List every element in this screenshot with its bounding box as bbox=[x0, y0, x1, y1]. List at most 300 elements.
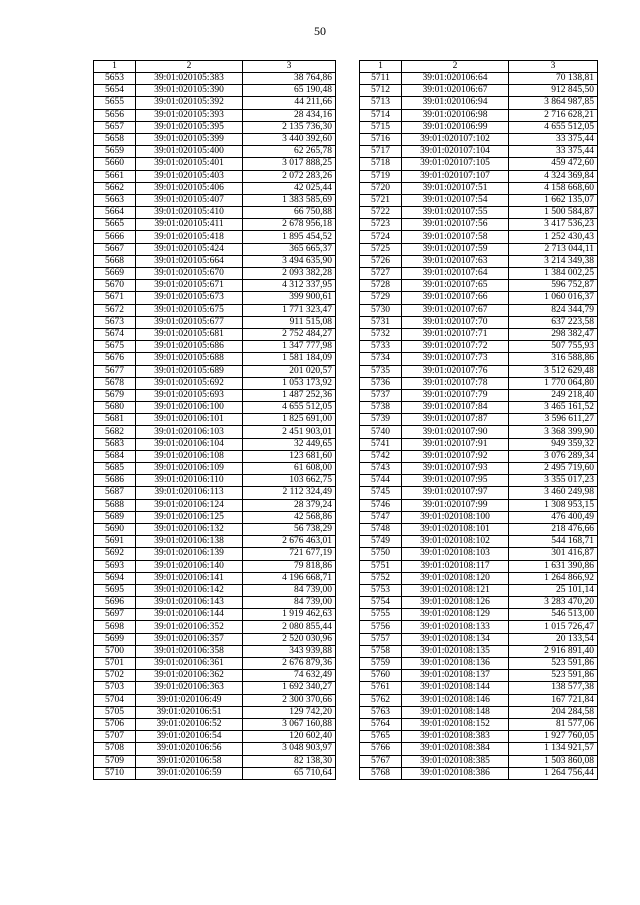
cadastral-number-cell: 39:01:020108:126 bbox=[402, 597, 509, 609]
row-number-cell: 5676 bbox=[94, 353, 136, 365]
value-cell: 2 300 370,66 bbox=[243, 694, 336, 706]
row-number-cell: 5765 bbox=[360, 731, 402, 743]
row-number-cell: 5753 bbox=[360, 584, 402, 596]
value-cell: 2 916 891,40 bbox=[509, 645, 598, 657]
header-row bbox=[94, 61, 336, 73]
value-cell: 3 214 349,38 bbox=[509, 255, 598, 267]
row-number-cell: 5680 bbox=[94, 402, 136, 414]
cadastral-number-cell: 39:01:020107:64 bbox=[402, 268, 509, 280]
cadastral-number-cell: 39:01:020106:103 bbox=[136, 426, 243, 438]
row-number-cell: 5761 bbox=[360, 682, 402, 694]
value-cell: 84 739,00 bbox=[243, 597, 336, 609]
value-cell: 2 072 283,26 bbox=[243, 170, 336, 182]
row-number-cell: 5703 bbox=[94, 682, 136, 694]
cadastral-number-cell: 39:01:020106:361 bbox=[136, 658, 243, 670]
value-cell: 546 513,00 bbox=[509, 609, 598, 621]
table-row bbox=[360, 560, 598, 572]
value-cell: 81 577,06 bbox=[509, 718, 598, 730]
row-number-cell: 5698 bbox=[94, 621, 136, 633]
row-number-cell: 5687 bbox=[94, 487, 136, 499]
value-cell: 2 713 044,11 bbox=[509, 243, 598, 255]
row-number-cell: 5746 bbox=[360, 499, 402, 511]
cadastral-number-cell: 39:01:020105:681 bbox=[136, 328, 243, 340]
table-row bbox=[360, 194, 598, 206]
table-row bbox=[94, 523, 336, 535]
cadastral-number-cell: 39:01:020105:677 bbox=[136, 316, 243, 328]
table-row bbox=[94, 414, 336, 426]
cadastral-number-cell: 39:01:020106:352 bbox=[136, 621, 243, 633]
cadastral-number-cell: 39:01:020106:125 bbox=[136, 511, 243, 523]
table-row bbox=[360, 536, 598, 548]
cadastral-number-cell: 39:01:020106:104 bbox=[136, 438, 243, 450]
header-cell-value: 3 bbox=[509, 61, 598, 73]
table-row bbox=[360, 121, 598, 133]
value-cell: 138 577,38 bbox=[509, 682, 598, 694]
value-cell: 4 655 512,05 bbox=[243, 402, 336, 414]
cadastral-number-cell: 39:01:020108:102 bbox=[402, 536, 509, 548]
cadastral-number-cell: 39:01:020108:152 bbox=[402, 718, 509, 730]
right-table bbox=[359, 60, 598, 780]
row-number-cell: 5695 bbox=[94, 584, 136, 596]
cadastral-number-cell: 39:01:020106:56 bbox=[136, 743, 243, 755]
value-cell: 1 347 777,98 bbox=[243, 341, 336, 353]
table-row bbox=[94, 621, 336, 633]
cadastral-number-cell: 39:01:020107:78 bbox=[402, 377, 509, 389]
value-cell: 66 750,88 bbox=[243, 207, 336, 219]
cadastral-number-cell: 39:01:020107:84 bbox=[402, 402, 509, 414]
table-row bbox=[94, 584, 336, 596]
value-cell: 1 015 726,47 bbox=[509, 621, 598, 633]
table-row bbox=[94, 670, 336, 682]
value-cell: 28 434,16 bbox=[243, 109, 336, 121]
table-row bbox=[360, 597, 598, 609]
row-number-cell: 5744 bbox=[360, 475, 402, 487]
cadastral-number-cell: 39:01:020105:673 bbox=[136, 292, 243, 304]
cadastral-number-cell: 39:01:020108:133 bbox=[402, 621, 509, 633]
value-cell: 301 416,87 bbox=[509, 548, 598, 560]
table-row bbox=[94, 572, 336, 584]
table-row bbox=[360, 523, 598, 535]
row-number-cell: 5694 bbox=[94, 572, 136, 584]
cadastral-number-cell: 39:01:020107:66 bbox=[402, 292, 509, 304]
cadastral-number-cell: 39:01:020105:400 bbox=[136, 146, 243, 158]
value-cell: 103 662,75 bbox=[243, 475, 336, 487]
cadastral-number-cell: 39:01:020105:393 bbox=[136, 109, 243, 121]
row-number-cell: 5725 bbox=[360, 243, 402, 255]
value-cell: 42 568,86 bbox=[243, 511, 336, 523]
cadastral-number-cell: 39:01:020108:148 bbox=[402, 706, 509, 718]
table-row bbox=[94, 146, 336, 158]
table-row bbox=[360, 450, 598, 462]
cadastral-number-cell: 39:01:020106:52 bbox=[136, 718, 243, 730]
row-number-cell: 5664 bbox=[94, 207, 136, 219]
cadastral-number-cell: 39:01:020108:103 bbox=[402, 548, 509, 560]
row-number-cell: 5712 bbox=[360, 85, 402, 97]
cadastral-number-cell: 39:01:020108:384 bbox=[402, 743, 509, 755]
value-cell: 2 495 719,60 bbox=[509, 463, 598, 475]
cadastral-number-cell: 39:01:020107:63 bbox=[402, 255, 509, 267]
cadastral-number-cell: 39:01:020106:110 bbox=[136, 475, 243, 487]
cadastral-number-cell: 39:01:020105:399 bbox=[136, 133, 243, 145]
table-row bbox=[360, 146, 598, 158]
row-number-cell: 5767 bbox=[360, 755, 402, 767]
row-number-cell: 5682 bbox=[94, 426, 136, 438]
value-cell: 3 048 903,97 bbox=[243, 743, 336, 755]
value-cell: 4 655 512,05 bbox=[509, 121, 598, 133]
cadastral-number-cell: 39:01:020106:362 bbox=[136, 670, 243, 682]
table-row bbox=[360, 255, 598, 267]
row-number-cell: 5714 bbox=[360, 109, 402, 121]
row-number-cell: 5739 bbox=[360, 414, 402, 426]
table-row bbox=[94, 328, 336, 340]
cadastral-number-cell: 39:01:020108:146 bbox=[402, 694, 509, 706]
cadastral-number-cell: 39:01:020107:67 bbox=[402, 304, 509, 316]
row-number-cell: 5710 bbox=[94, 767, 136, 779]
row-number-cell: 5658 bbox=[94, 133, 136, 145]
cadastral-number-cell: 39:01:020105:692 bbox=[136, 377, 243, 389]
value-cell: 1 895 454,52 bbox=[243, 231, 336, 243]
table-row bbox=[360, 438, 598, 450]
value-cell: 167 721,84 bbox=[509, 694, 598, 706]
row-number-cell: 5713 bbox=[360, 97, 402, 109]
page-number: 50 bbox=[314, 24, 326, 38]
cadastral-number-cell: 39:01:020106:58 bbox=[136, 755, 243, 767]
value-cell: 79 818,86 bbox=[243, 560, 336, 572]
cadastral-number-cell: 39:01:020108:136 bbox=[402, 658, 509, 670]
cadastral-number-cell: 39:01:020108:101 bbox=[402, 523, 509, 535]
table-row bbox=[94, 402, 336, 414]
table-row bbox=[94, 365, 336, 377]
row-number-cell: 5653 bbox=[94, 73, 136, 85]
value-cell: 82 138,30 bbox=[243, 755, 336, 767]
cadastral-number-cell: 39:01:020105:693 bbox=[136, 389, 243, 401]
cadastral-number-cell: 39:01:020107:97 bbox=[402, 487, 509, 499]
value-cell: 3 417 536,23 bbox=[509, 219, 598, 231]
value-cell: 1 252 430,43 bbox=[509, 231, 598, 243]
table-row bbox=[360, 316, 598, 328]
row-number-cell: 5715 bbox=[360, 121, 402, 133]
row-number-cell: 5759 bbox=[360, 658, 402, 670]
cadastral-number-cell: 39:01:020105:686 bbox=[136, 341, 243, 353]
value-cell: 1 770 064,80 bbox=[509, 377, 598, 389]
table-row bbox=[94, 560, 336, 572]
value-cell: 3 440 392,60 bbox=[243, 133, 336, 145]
row-number-cell: 5692 bbox=[94, 548, 136, 560]
value-cell: 74 632,49 bbox=[243, 670, 336, 682]
row-number-cell: 5704 bbox=[94, 694, 136, 706]
row-number-cell: 5742 bbox=[360, 450, 402, 462]
cadastral-number-cell: 39:01:020105:401 bbox=[136, 158, 243, 170]
cadastral-number-cell: 39:01:020106:357 bbox=[136, 633, 243, 645]
row-number-cell: 5709 bbox=[94, 755, 136, 767]
table-row bbox=[94, 389, 336, 401]
value-cell: 25 101,14 bbox=[509, 584, 598, 596]
cadastral-number-cell: 39:01:020106:113 bbox=[136, 487, 243, 499]
value-cell: 3 596 611,27 bbox=[509, 414, 598, 426]
value-cell: 3 460 249,98 bbox=[509, 487, 598, 499]
row-number-cell: 5757 bbox=[360, 633, 402, 645]
table-row bbox=[94, 304, 336, 316]
table-row bbox=[94, 170, 336, 182]
table-row bbox=[94, 353, 336, 365]
cadastral-number-cell: 39:01:020106:98 bbox=[402, 109, 509, 121]
row-number-cell: 5666 bbox=[94, 231, 136, 243]
table-row bbox=[94, 767, 336, 779]
cadastral-number-cell: 39:01:020105:688 bbox=[136, 353, 243, 365]
value-cell: 298 382,47 bbox=[509, 328, 598, 340]
table-row bbox=[360, 658, 598, 670]
row-number-cell: 5726 bbox=[360, 255, 402, 267]
value-cell: 201 020,57 bbox=[243, 365, 336, 377]
cadastral-number-cell: 39:01:020106:363 bbox=[136, 682, 243, 694]
table-row bbox=[94, 609, 336, 621]
table-row bbox=[360, 572, 598, 584]
value-cell: 1 134 921,57 bbox=[509, 743, 598, 755]
table-row bbox=[94, 463, 336, 475]
row-number-cell: 5672 bbox=[94, 304, 136, 316]
value-cell: 1 825 691,00 bbox=[243, 414, 336, 426]
table-row bbox=[360, 682, 598, 694]
value-cell: 70 138,81 bbox=[509, 73, 598, 85]
table-row bbox=[94, 109, 336, 121]
value-cell: 523 591,86 bbox=[509, 658, 598, 670]
row-number-cell: 5691 bbox=[94, 536, 136, 548]
header-row bbox=[360, 61, 598, 73]
cadastral-number-cell: 39:01:020105:671 bbox=[136, 280, 243, 292]
table-row bbox=[360, 219, 598, 231]
value-cell: 343 939,88 bbox=[243, 645, 336, 657]
cadastral-number-cell: 39:01:020107:99 bbox=[402, 499, 509, 511]
row-number-cell: 5671 bbox=[94, 292, 136, 304]
cadastral-number-cell: 39:01:020108:120 bbox=[402, 572, 509, 584]
value-cell: 2 676 879,36 bbox=[243, 658, 336, 670]
table-row bbox=[94, 694, 336, 706]
cadastral-number-cell: 39:01:020107:70 bbox=[402, 316, 509, 328]
row-number-cell: 5690 bbox=[94, 523, 136, 535]
cadastral-number-cell: 39:01:020105:410 bbox=[136, 207, 243, 219]
cadastral-number-cell: 39:01:020105:403 bbox=[136, 170, 243, 182]
row-number-cell: 5660 bbox=[94, 158, 136, 170]
cadastral-number-cell: 39:01:020107:87 bbox=[402, 414, 509, 426]
row-number-cell: 5699 bbox=[94, 633, 136, 645]
cadastral-number-cell: 39:01:020107:55 bbox=[402, 207, 509, 219]
row-number-cell: 5686 bbox=[94, 475, 136, 487]
row-number-cell: 5719 bbox=[360, 170, 402, 182]
cadastral-number-cell: 39:01:020105:675 bbox=[136, 304, 243, 316]
row-number-cell: 5697 bbox=[94, 609, 136, 621]
cadastral-number-cell: 39:01:020107:95 bbox=[402, 475, 509, 487]
value-cell: 129 742,20 bbox=[243, 706, 336, 718]
table-row bbox=[94, 597, 336, 609]
row-number-cell: 5723 bbox=[360, 219, 402, 231]
value-cell: 544 168,71 bbox=[509, 536, 598, 548]
row-number-cell: 5667 bbox=[94, 243, 136, 255]
table-row bbox=[360, 207, 598, 219]
cadastral-number-cell: 39:01:020105:689 bbox=[136, 365, 243, 377]
cadastral-number-cell: 39:01:020106:64 bbox=[402, 73, 509, 85]
cadastral-number-cell: 39:01:020106:124 bbox=[136, 499, 243, 511]
table-row bbox=[360, 706, 598, 718]
table-row bbox=[360, 731, 598, 743]
row-number-cell: 5738 bbox=[360, 402, 402, 414]
row-number-cell: 5721 bbox=[360, 194, 402, 206]
row-number-cell: 5654 bbox=[94, 85, 136, 97]
row-number-cell: 5732 bbox=[360, 328, 402, 340]
cadastral-number-cell: 39:01:020107:79 bbox=[402, 389, 509, 401]
cadastral-number-cell: 39:01:020107:76 bbox=[402, 365, 509, 377]
value-cell: 1 662 135,07 bbox=[509, 194, 598, 206]
table-row bbox=[94, 536, 336, 548]
cadastral-number-cell: 39:01:020107:73 bbox=[402, 353, 509, 365]
cadastral-number-cell: 39:01:020105:418 bbox=[136, 231, 243, 243]
table-row bbox=[360, 97, 598, 109]
table-row bbox=[94, 475, 336, 487]
row-number-cell: 5657 bbox=[94, 121, 136, 133]
row-number-cell: 5659 bbox=[94, 146, 136, 158]
cadastral-number-cell: 39:01:020106:358 bbox=[136, 645, 243, 657]
row-number-cell: 5724 bbox=[360, 231, 402, 243]
value-cell: 1 264 866,92 bbox=[509, 572, 598, 584]
row-number-cell: 5735 bbox=[360, 365, 402, 377]
table-row bbox=[94, 377, 336, 389]
table-row bbox=[360, 133, 598, 145]
row-number-cell: 5755 bbox=[360, 609, 402, 621]
value-cell: 4 324 369,84 bbox=[509, 170, 598, 182]
row-number-cell: 5741 bbox=[360, 438, 402, 450]
right-table-body bbox=[360, 61, 598, 780]
cadastral-number-cell: 39:01:020106:144 bbox=[136, 609, 243, 621]
cadastral-number-cell: 39:01:020106:109 bbox=[136, 463, 243, 475]
table-row bbox=[360, 670, 598, 682]
table-row bbox=[94, 280, 336, 292]
row-number-cell: 5740 bbox=[360, 426, 402, 438]
row-number-cell: 5745 bbox=[360, 487, 402, 499]
row-number-cell: 5716 bbox=[360, 133, 402, 145]
cadastral-number-cell: 39:01:020108:117 bbox=[402, 560, 509, 572]
value-cell: 218 476,66 bbox=[509, 523, 598, 535]
table-row bbox=[360, 633, 598, 645]
value-cell: 1 692 340,27 bbox=[243, 682, 336, 694]
row-number-cell: 5752 bbox=[360, 572, 402, 584]
row-number-cell: 5700 bbox=[94, 645, 136, 657]
row-number-cell: 5661 bbox=[94, 170, 136, 182]
value-cell: 3 355 017,23 bbox=[509, 475, 598, 487]
row-number-cell: 5655 bbox=[94, 97, 136, 109]
table-row bbox=[94, 268, 336, 280]
cadastral-number-cell: 39:01:020108:121 bbox=[402, 584, 509, 596]
table-row bbox=[94, 426, 336, 438]
table-row bbox=[360, 292, 598, 304]
row-number-cell: 5665 bbox=[94, 219, 136, 231]
value-cell: 2 080 855,44 bbox=[243, 621, 336, 633]
row-number-cell: 5689 bbox=[94, 511, 136, 523]
value-cell: 824 344,79 bbox=[509, 304, 598, 316]
table-row bbox=[94, 341, 336, 353]
cadastral-number-cell: 39:01:020106:51 bbox=[136, 706, 243, 718]
row-number-cell: 5673 bbox=[94, 316, 136, 328]
value-cell: 2 112 324,49 bbox=[243, 487, 336, 499]
table-row bbox=[360, 402, 598, 414]
value-cell: 3 465 161,52 bbox=[509, 402, 598, 414]
value-cell: 1 308 953,15 bbox=[509, 499, 598, 511]
value-cell: 1 487 252,36 bbox=[243, 389, 336, 401]
row-number-cell: 5683 bbox=[94, 438, 136, 450]
row-number-cell: 5762 bbox=[360, 694, 402, 706]
table-row bbox=[360, 158, 598, 170]
cadastral-number-cell: 39:01:020107:71 bbox=[402, 328, 509, 340]
table-row bbox=[94, 682, 336, 694]
value-cell: 38 764,86 bbox=[243, 73, 336, 85]
value-cell: 1 503 860,08 bbox=[509, 755, 598, 767]
value-cell: 2 678 956,18 bbox=[243, 219, 336, 231]
cadastral-number-cell: 39:01:020107:104 bbox=[402, 146, 509, 158]
row-number-cell: 5708 bbox=[94, 743, 136, 755]
table-row bbox=[94, 121, 336, 133]
row-number-cell: 5696 bbox=[94, 597, 136, 609]
row-number-cell: 5711 bbox=[360, 73, 402, 85]
table-row bbox=[360, 755, 598, 767]
table-row bbox=[360, 389, 598, 401]
value-cell: 459 472,60 bbox=[509, 158, 598, 170]
row-number-cell: 5702 bbox=[94, 670, 136, 682]
header-cell-cadastral: 2 bbox=[136, 61, 243, 73]
table-row bbox=[94, 718, 336, 730]
row-number-cell: 5736 bbox=[360, 377, 402, 389]
table-row bbox=[94, 487, 336, 499]
value-cell: 28 379,24 bbox=[243, 499, 336, 511]
value-cell: 2 093 382,28 bbox=[243, 268, 336, 280]
table-row bbox=[94, 706, 336, 718]
table-row bbox=[360, 743, 598, 755]
row-number-cell: 5670 bbox=[94, 280, 136, 292]
cadastral-number-cell: 39:01:020106:100 bbox=[136, 402, 243, 414]
value-cell: 84 739,00 bbox=[243, 584, 336, 596]
table-row bbox=[360, 231, 598, 243]
cadastral-number-cell: 39:01:020106:140 bbox=[136, 560, 243, 572]
row-number-cell: 5763 bbox=[360, 706, 402, 718]
row-number-cell: 5705 bbox=[94, 706, 136, 718]
table-row bbox=[360, 73, 598, 85]
value-cell: 61 608,00 bbox=[243, 463, 336, 475]
row-number-cell: 5760 bbox=[360, 670, 402, 682]
row-number-cell: 5674 bbox=[94, 328, 136, 340]
table-row bbox=[360, 694, 598, 706]
table-row bbox=[360, 463, 598, 475]
value-cell: 20 133,54 bbox=[509, 633, 598, 645]
value-cell: 204 284,58 bbox=[509, 706, 598, 718]
table-row bbox=[94, 316, 336, 328]
cadastral-number-cell: 39:01:020105:407 bbox=[136, 194, 243, 206]
value-cell: 911 515,08 bbox=[243, 316, 336, 328]
table-row bbox=[94, 158, 336, 170]
table-row bbox=[94, 97, 336, 109]
value-cell: 4 196 668,71 bbox=[243, 572, 336, 584]
value-cell: 65 190,48 bbox=[243, 85, 336, 97]
value-cell: 1 264 756,44 bbox=[509, 767, 598, 779]
value-cell: 596 752,87 bbox=[509, 280, 598, 292]
cadastral-number-cell: 39:01:020107:51 bbox=[402, 182, 509, 194]
row-number-cell: 5733 bbox=[360, 341, 402, 353]
table-row bbox=[360, 365, 598, 377]
value-cell: 42 025,44 bbox=[243, 182, 336, 194]
row-number-cell: 5747 bbox=[360, 511, 402, 523]
table-row bbox=[360, 170, 598, 182]
row-number-cell: 5750 bbox=[360, 548, 402, 560]
table-row bbox=[360, 645, 598, 657]
cadastral-number-cell: 39:01:020108:135 bbox=[402, 645, 509, 657]
row-number-cell: 5656 bbox=[94, 109, 136, 121]
cadastral-number-cell: 39:01:020106:49 bbox=[136, 694, 243, 706]
